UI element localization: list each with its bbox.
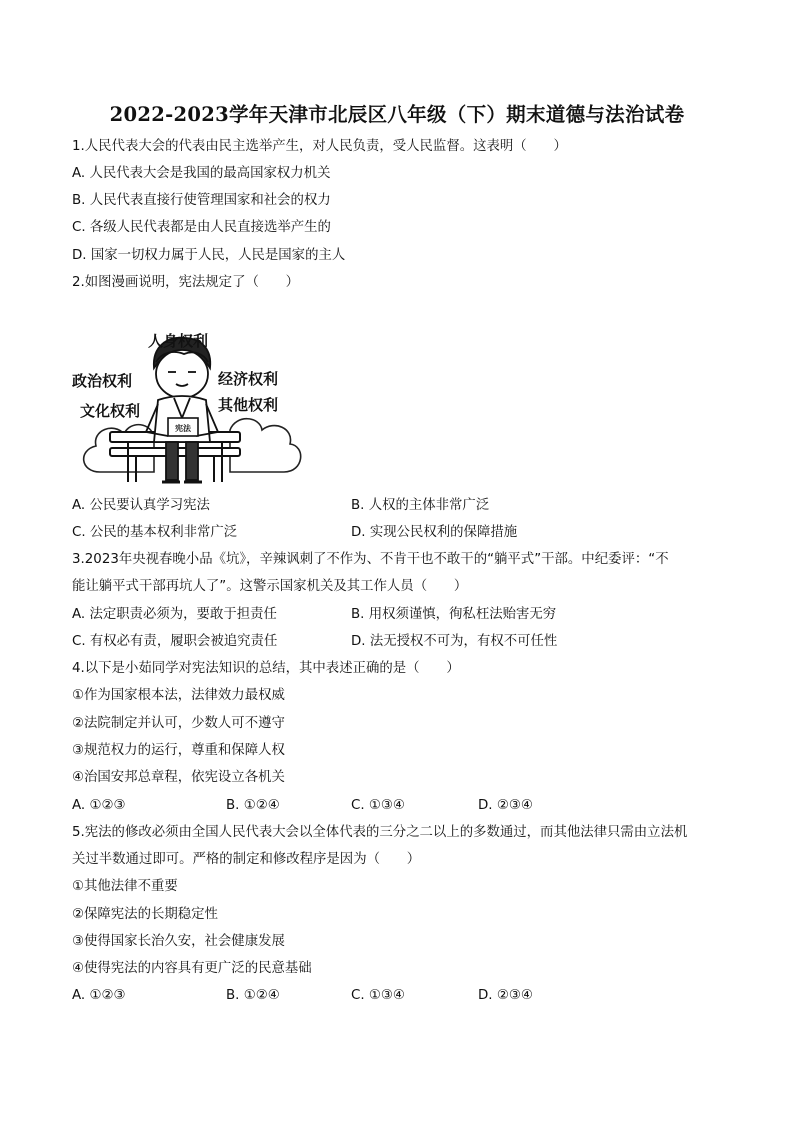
q5-stem-line2: 关过半数通过即可。严格的制定和修改程序是因为（ ） bbox=[72, 852, 421, 867]
q5-option-d: D. ②③④ bbox=[478, 988, 533, 1003]
q1-option-a: A. 人民代表大会是我国的最高国家权力机关 bbox=[72, 166, 331, 181]
q1-stem: 1.人民代表大会的代表由民主选举产生，对人民负责，受人民监督。这表明（ ） bbox=[72, 139, 567, 154]
q4-statement-1: ①作为国家根本法，法律效力最权威 bbox=[72, 688, 285, 703]
book-label: 宪法 bbox=[175, 424, 191, 433]
label-personal-rights: 人身权利 bbox=[148, 332, 209, 350]
q4-option-c: C. ①③④ bbox=[351, 798, 405, 813]
page-title: 2022-2023学年天津市北辰区八年级（下）期末道德与法治试卷 bbox=[109, 103, 685, 126]
q1-option-b: B. 人民代表直接行使管理国家和社会的权力 bbox=[72, 193, 331, 208]
q3-option-c: C. 有权必有责，履职会被追究责任 bbox=[72, 634, 278, 649]
cloud-bush-right bbox=[230, 419, 301, 472]
q2-option-a: A. 公民要认真学习宪法 bbox=[72, 498, 210, 513]
constitution-book bbox=[168, 418, 198, 436]
label-political-rights: 政治权利 bbox=[72, 372, 133, 390]
q2-stem: 2.如图漫画说明，宪法规定了（ ） bbox=[72, 275, 300, 290]
q5-statement-4: ④使得宪法的内容具有更广泛的民意基础 bbox=[72, 961, 312, 976]
label-cultural-rights: 文化权利 bbox=[80, 402, 141, 420]
q3-option-a: A. 法定职责必须为，要敢于担责任 bbox=[72, 607, 277, 622]
q5-option-b: B. ①②④ bbox=[226, 988, 280, 1003]
q5-statement-2: ②保障宪法的长期稳定性 bbox=[72, 907, 218, 922]
q3-stem-line1: 3.2023年央视春晚小品《坑》，辛辣讽刺了不作为、不肯干也不敢干的“躺平式”干部。中纪委评：“不 bbox=[72, 552, 669, 567]
label-economic-rights: 经济权利 bbox=[218, 370, 279, 388]
q3-option-d: D. 法无授权不可为，有权不可任性 bbox=[351, 634, 558, 649]
q5-statement-3: ③使得国家长治久安，社会健康发展 bbox=[72, 934, 285, 949]
q4-option-a: A. ①②③ bbox=[72, 798, 126, 813]
rights-cartoon bbox=[70, 322, 310, 494]
q4-option-d: D. ②③④ bbox=[478, 798, 533, 813]
q3-option-b: B. 用权须谨慎，徇私枉法贻害无穷 bbox=[351, 607, 557, 622]
q4-statement-2: ②法院制定并认可，少数人可不遵守 bbox=[72, 716, 285, 731]
q5-stem-line1: 5.宪法的修改必须由全国人民代表大会以全体代表的三分之二以上的多数通过，而其他法律只需由立法机 bbox=[72, 825, 688, 840]
q4-statement-4: ④治国安邦总章程，依宪设立各机关 bbox=[72, 770, 285, 785]
q4-stem: 4.以下是小茹同学对宪法知识的总结，其中表述正确的是（ ） bbox=[72, 661, 460, 676]
q2-option-b: B. 人权的主体非常广泛 bbox=[351, 498, 490, 513]
q1-option-d: D. 国家一切权力属于人民，人民是国家的主人 bbox=[72, 248, 346, 263]
q5-option-c: C. ①③④ bbox=[351, 988, 405, 1003]
q4-option-b: B. ①②④ bbox=[226, 798, 280, 813]
q5-option-a: A. ①②③ bbox=[72, 988, 126, 1003]
q2-option-d: D. 实现公民权利的保障措施 bbox=[351, 525, 518, 540]
q2-option-c: C. 公民的基本权利非常广泛 bbox=[72, 525, 238, 540]
label-other-rights: 其他权利 bbox=[218, 396, 279, 414]
q4-statement-3: ③规范权力的运行，尊重和保障人权 bbox=[72, 743, 285, 758]
q1-option-c: C. 各级人民代表都是由人民直接选举产生的 bbox=[72, 220, 331, 235]
person-figure bbox=[146, 338, 218, 482]
q3-stem-line2: 能让躺平式干部再坑人了”。这警示国家机关及其工作人员（ ） bbox=[72, 579, 468, 594]
q5-statement-1: ①其他法律不重要 bbox=[72, 879, 178, 894]
